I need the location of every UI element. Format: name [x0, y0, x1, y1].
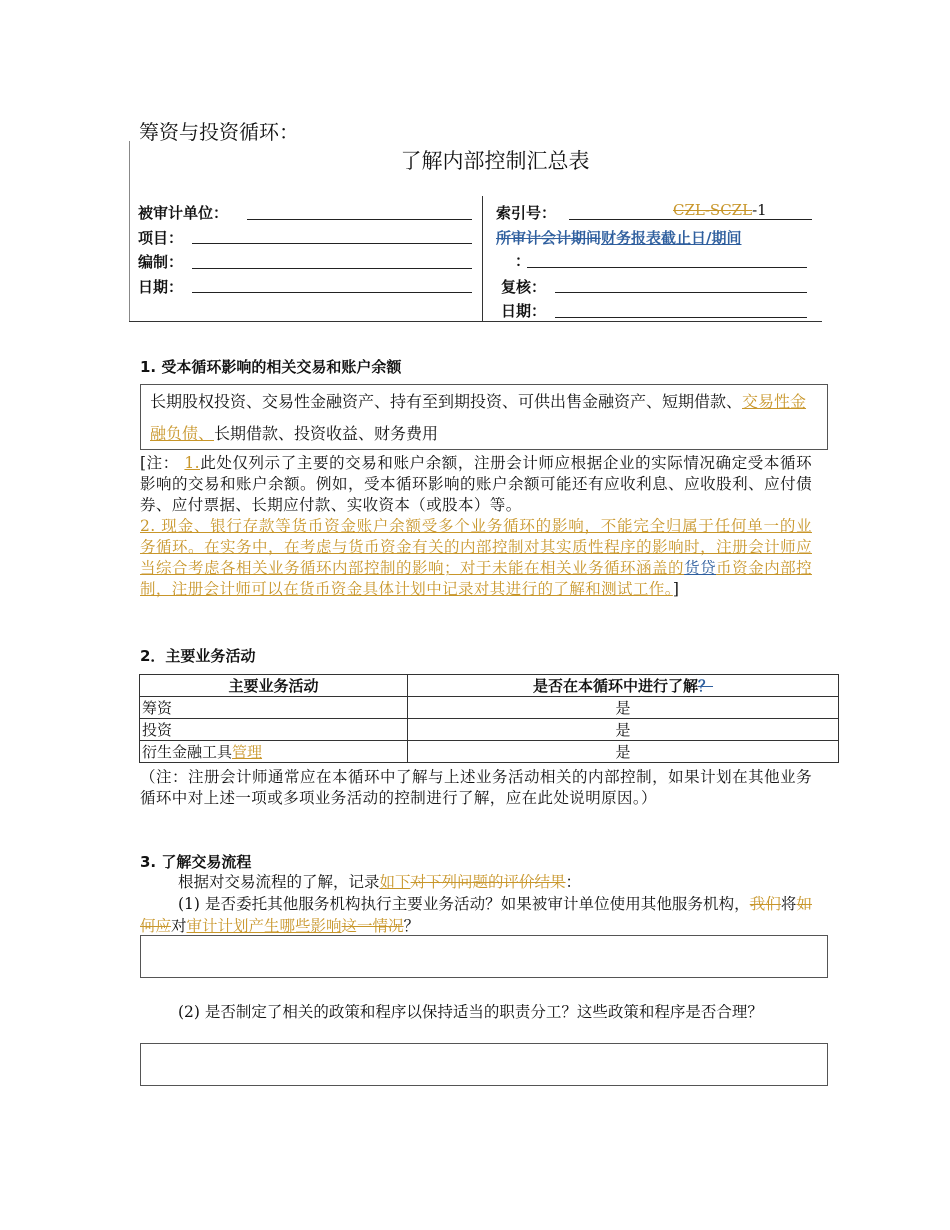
index-value: CZL-SCZL-1 [673, 201, 767, 219]
activity-cell: 筹资 [140, 697, 408, 719]
period-colon: ： [515, 252, 531, 270]
question-2: (2) 是否制定了相关的政策和程序以保持适当的职责分工？这些政策和程序是否合理？ [178, 1003, 763, 1021]
table-header-row [140, 675, 839, 697]
table-row [140, 719, 839, 741]
activity-cell: 投资 [140, 719, 408, 741]
table-row [140, 741, 839, 763]
date-label-right: 日期： [501, 302, 547, 320]
accounts-text: 长期股权投资、交易性金融资产、持有至到期投资、可供出售金融资产、短期借款、交易性金融负债、长期借款、投资收益、财务费用 [150, 392, 807, 443]
answer-box-1[interactable] [140, 935, 828, 978]
answer-cell[interactable]: 是 [408, 741, 839, 763]
table-row [140, 697, 839, 719]
section1-heading: 1. 受本循环影响的相关交易和账户余额 [140, 358, 402, 376]
section2-note: （注：注册会计师通常应在本循环中了解与上述业务活动相关的内部控制，如果计划在其他业务循环中对上述一项或多项业务活动的控制进行了解，应在此处说明原因。） [140, 768, 812, 807]
reviewer-field[interactable] [555, 292, 807, 293]
index-label: 索引号： [496, 204, 557, 222]
info-bottom-line [129, 321, 822, 322]
activities-table [139, 674, 839, 763]
activity-cell: 衍生金融工具管理 [140, 741, 408, 763]
info-divider [482, 196, 483, 321]
project-field[interactable] [192, 243, 472, 244]
answer-cell[interactable]: 是 [408, 719, 839, 741]
auditee-label: 被审计单位： [138, 204, 229, 222]
col-activity-header: 主要业务活动 [140, 675, 408, 697]
col-understood-header: 是否在本循环中进行了解？ [408, 675, 839, 697]
preparer-label: 编制： [138, 253, 184, 271]
answer-cell[interactable]: 是 [408, 697, 839, 719]
preparer-field[interactable] [192, 268, 472, 269]
date-field-right[interactable] [555, 317, 807, 318]
index-field[interactable] [569, 219, 812, 220]
form-title: 了解内部控制汇总表 [400, 149, 590, 173]
section1-note: [注： 1.此处仅列示了主要的交易和账户余额，注册会计师应根据企业的实际情况确定受本循环影响的交易和账户余额。例如，受本循环影响的账户余额可能还有应收利息、应收股利、应付债券、应付票据、长期应付款、实收资本（或股本）等。 2. 现金、银行存款等货币资金账户余额受多个业务循环的影响，不能完全归属于任何单一的业务循环。在实务中，在考虑与货币资金有关的内部控制对其实质性程序的影响时，注册会计师应当综合考虑各相关业务循环内部控制的影响；对于未能在相关业务循环涵盖的货贷币资金内部控制，注册会计师可以在货币资金具体计划中记录对其进行的了解和测试工作。] [140, 454, 813, 598]
reviewer-label: 复核： [501, 278, 547, 296]
project-label: 项目： [138, 229, 184, 247]
period-field[interactable] [527, 267, 807, 268]
answer-box-2[interactable] [140, 1043, 828, 1086]
date-label-left: 日期： [138, 278, 184, 296]
section3-heading: 3. 了解交易流程 [140, 853, 252, 871]
date-field-left[interactable] [192, 292, 472, 293]
section3-intro: 根据对交易流程的了解，记录如下对下列问题的评价结果： [178, 873, 582, 891]
cycle-title: 筹资与投资循环： [139, 120, 299, 144]
auditee-field[interactable] [247, 219, 472, 220]
question-1: (1) 是否委托其他服务机构执行主要业务活动？如果被审计单位使用其他服务机构，我们将如何应对审计计划产生哪些影响这一情况？ [140, 895, 812, 935]
section2-heading: 2．主要业务活动 [140, 647, 256, 665]
period-label: 所审计会计期间财务报表截止日/期间 [496, 229, 742, 247]
